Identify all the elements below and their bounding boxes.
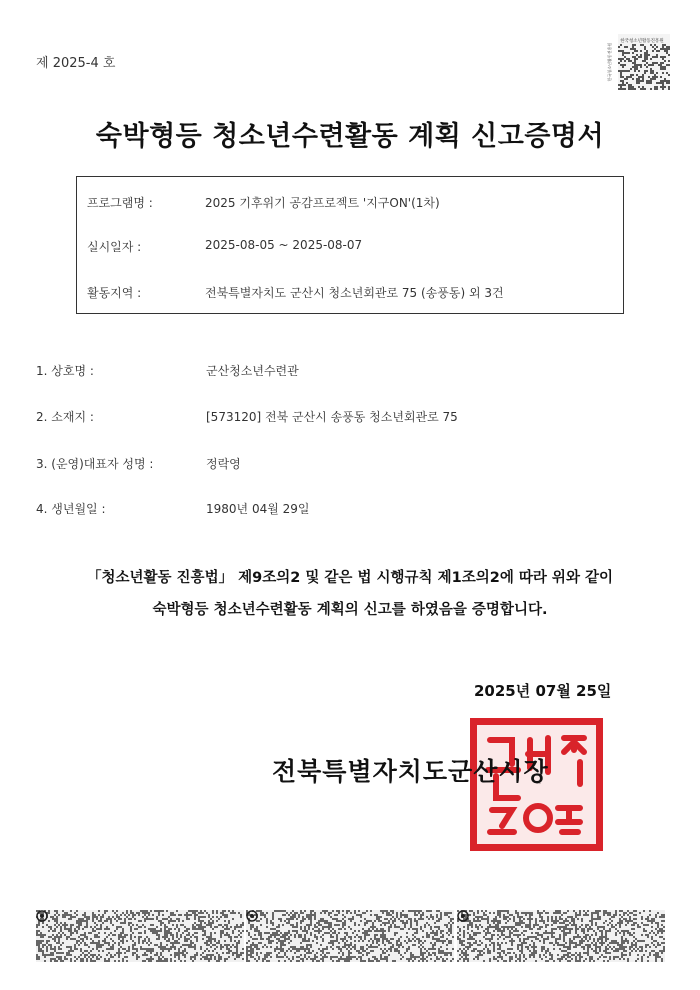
footer-code-icon [457,910,665,962]
region-value: 전북특별자치도 군산시 청소년회관로 75 (송풍동) 외 3건 [205,286,504,300]
barcode-icon [606,34,670,90]
footer-code-icon [246,910,454,962]
field-label: 3. (운영)대표자 성명 : [36,457,154,471]
issuer-name: 전북특별자치도군산시장 [272,757,549,786]
field-value: 군산청소년수련관 [206,364,299,378]
field-label: 4. 생년월일 : [36,502,106,516]
field-label: 1. 상호명 : [36,364,94,378]
field-value: 정락영 [206,457,241,471]
document-title: 숙박형등 청소년수련활동 계획 신고증명서 [95,121,605,152]
qr-caption: 한국청소년활동진흥원 [607,42,612,82]
statement-line-2: 숙박형등 청소년수련활동 계획의 신고를 하였음을 증명합니다. [152,602,548,618]
field-value: [573120] 전북 군산시 송풍동 청소년회관로 75 [206,410,458,424]
dates-value: 2025-08-05 ~ 2025-08-07 [205,238,363,252]
issue-date: 2025년 07월 25일 [474,682,612,700]
statement-line-1: 「청소년활동 진흥법」 제9조의2 및 같은 법 시행규칙 제1조의2에 따라 위와 같이 [86,570,614,586]
document-number: 제 2025-4 호 [36,56,116,71]
program-value: 2025 기후위기 공감프로젝트 '지구ON'(1차) [205,196,440,210]
program-info-box [76,176,624,314]
footer-code-icon [36,910,244,962]
region-label: 활동지역 : [87,286,142,300]
field-value: 1980년 04월 29일 [206,502,310,516]
field-label: 2. 소재지 : [36,410,94,424]
qr-caption-top: 한국청소년활동진흥원 [620,39,664,44]
program-label: 프로그램명 : [87,196,153,210]
dates-label: 실시일자 : [87,240,142,254]
